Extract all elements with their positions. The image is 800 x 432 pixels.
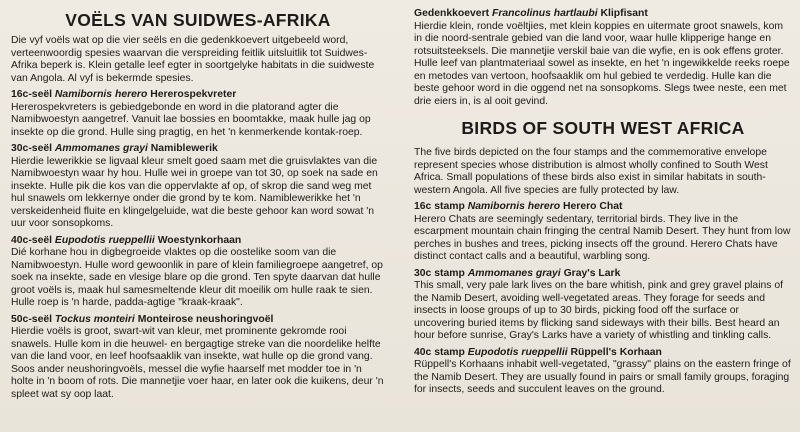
section-heading: Gedenkkoevert Francolinus hartlaubi Klipfisant — [414, 8, 648, 19]
afrikaans-section-40c — [11, 235, 385, 310]
section-heading: 16c-seël Namibornis herero Hererospekvreter — [11, 89, 237, 100]
section-heading: 30c-seël Ammomanes grayi Namiblewerik — [11, 143, 218, 154]
afrikaans-section-16c — [11, 89, 385, 139]
section-text: Herero Chats are seemingly sedentary, territorial birds. They live in the escarpment mountain chain fringing the central Namib Desert. They hunt from low perches in bushes and trees, picking insects off the ground. Herero Chats have distinct contact calls and a beautiful, warbling song. — [414, 213, 791, 262]
section-text: Hierdie voëls is groot, swart-wit van kleur, met prominente gekromde rooi snawels. Hulle kom in die heuwel- en bergagtige streke van die noordelike helfte van die land voor, en leef hoofsaaklik van insekte, wat hulle op die grond vang. Soos ander neushoringvoëls, messel die wyfie haarself met modder toe in 'n holte in 'n boom of rots. Die mannetjie voer haar, en later ook die kuikens, deur 'n spleet wat sy oop laat. — [11, 326, 384, 400]
afrikaans-section-30c — [11, 143, 385, 231]
section-heading: 16c stamp Namibornis herero Herero Chat — [414, 201, 623, 212]
english-section-30c — [414, 268, 792, 343]
section-text: Dié korhane hou in digbegroeide vlaktes op die oostelike soom van die Namibwoestyn. Hulle word gewoonlik in pare of klein familiegroepe aangetref, op soek na insekte, sade en vlesige blare op die grond. Ten spyte daarvan dat hulle groot voëls is, maak hul samesmeltende kleur dit moeilik om hulle raak te sien. Hulle roep is 'n harde, padda-agtige "kraak-kraak". — [11, 247, 383, 308]
section-heading: 50c-seël Tockus monteiri Monteirose neushoringvoël — [11, 313, 274, 325]
afrikaans-section-cover — [414, 8, 792, 108]
afrikaans-column — [11, 6, 385, 402]
afrikaans-intro: Die vyf voëls wat op die vier seëls en die gedenkkoevert uitgebeeld word, verteenwoordig spesies waarvan die verspreiding feitlik uitsluitlik tot Suidwes-Afrika beperk is. Klein getalle leef egter in soortgelyke habitats in die suidweste van Angola. Al vyf is bekermde spesies. — [11, 35, 375, 84]
english-intro: The five birds depicted on the four stamps and the commemorative envelope represent species whose distribution is almost wholly confined to South West Africa. Small populations of these birds also exist in similar habitats in south-western Angola. All five species are fully protected by law. — [414, 147, 768, 196]
section-text: Hierdie lewerikkie se ligvaal kleur smelt goed saam met die gruisvlaktes van die Namibwoestyn waar hy hou. Hulle wei in groepe van tot 30, op soek na sade en insekte. Hulle pik die kos van die oppervlakte af op, of skrop die sand weg met hul snawels om lekkernye onder die grond by te kom. Namiblewerikke het 'n verskeidenheid fluite en klingelgeluide, wat die beste gehoor kan word sowat 'n uur voor sonsopkoms. — [11, 155, 378, 229]
english-section-40c — [414, 347, 792, 397]
section-heading: 40c-seël Eupodotis rueppellii Woestynkorhaan — [11, 234, 242, 246]
english-title: BIRDS OF SOUTH WEST AFRICA — [461, 118, 745, 138]
afrikaans-title: VOËLS VAN SUIDWES-AFRIKA — [65, 10, 331, 30]
section-text: This small, very pale lark lives on the bare whitish, pink and grey gravel plains of the Namib Desert, avoiding well-vegetated areas. They forage for seeds and insects in loose groups of up to 30 birds, picking food off the surface or uncovering buried items by flicking sand sideways with their bills. Best heard an hour before sunrise, Gray's Larks have a variety of whistling and tinkling calls. — [414, 280, 784, 341]
section-heading: 40c stamp Eupodotis rueppellii Rüppell's Korhaan — [414, 346, 662, 358]
right-column — [414, 6, 792, 398]
section-text: Rüppell's Korhaans inhabit well-vegetated, "grassy" plains on the eastern fringe of the Namib Desert. They are usually found in pairs or small family groups, foraging for insects, seeds and succulent leaves on the ground. — [414, 359, 791, 395]
section-text: Hererospekvreters is gebiedgebonde en word in die platorand agter die Namibwoestyn aangetref. Vanuit lae bossies en boomtakke, maak hulle jag op insekte op die grond. Hulle sing pragtig, en het 'n kenmerkende kontak-roep. — [11, 101, 371, 138]
afrikaans-section-50c — [11, 314, 385, 402]
section-heading: 30c stamp Ammomanes grayi Gray's Lark — [414, 267, 621, 279]
english-section-16c — [414, 201, 792, 264]
section-text: Hierdie klein, ronde voëltjies, met klein koppies en uitermate groot snawels, kom in die noord-sentrale gebied van die land voor, waar hulle klipperige hange en rotsuitsteeksels. Die mannetjie verskil baie van die wyfie, en is ook effens groter. Hulle leef van plantmateriaal sowel as insekte, en het 'n ingewikkelde reeks roepe en metodes van vertoon, hoofsaaklik om hul gebied te verdedig. Hulle kan die beste gehoor word in die oggend net na sonsopkoms. Slegs twee neste, een met drie eiers in, is al ooit gevind. — [414, 20, 790, 107]
